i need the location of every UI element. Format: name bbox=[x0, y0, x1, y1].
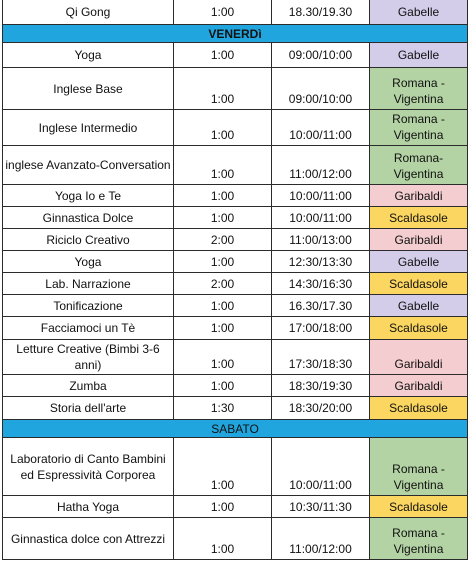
time-cell: 09:00/10:00 bbox=[271, 68, 369, 109]
location-cell: Romana-Vigentina bbox=[369, 146, 468, 184]
duration-cell: 1:00 bbox=[173, 43, 271, 67]
table-row bbox=[2, 0, 468, 25]
duration-cell: 1:00 bbox=[173, 496, 271, 517]
time-cell: 09:00/10:00 bbox=[271, 43, 369, 67]
duration-cell: 1:00 bbox=[173, 317, 271, 339]
course-cell: Yoga Io e Te bbox=[2, 185, 173, 206]
duration-cell: 1:00 bbox=[173, 375, 271, 396]
location-cell: Gabelle bbox=[369, 0, 468, 24]
duration-cell: 1:00 bbox=[173, 518, 271, 559]
table-row bbox=[2, 68, 468, 110]
course-cell: Qi Gong bbox=[2, 0, 173, 24]
location-cell: Scaldasole bbox=[369, 397, 468, 419]
course-cell: Inglese Intermedio bbox=[2, 110, 173, 145]
duration-cell: 1:00 bbox=[173, 0, 271, 24]
time-cell: 10:00/11:00 bbox=[271, 185, 369, 206]
duration-cell: 1:00 bbox=[173, 438, 271, 495]
table-row bbox=[2, 146, 468, 185]
duration-cell: 1:00 bbox=[173, 340, 271, 374]
location-cell: Scaldasole bbox=[369, 273, 468, 294]
course-cell: Yoga bbox=[2, 43, 173, 67]
location-cell: Scaldasole bbox=[369, 317, 468, 339]
duration-cell: 1:00 bbox=[173, 207, 271, 228]
time-cell: 18:30/20:00 bbox=[271, 397, 369, 419]
duration-cell: 1:00 bbox=[173, 146, 271, 184]
table-row bbox=[2, 295, 468, 317]
time-cell: 10:00/11:00 bbox=[271, 438, 369, 495]
location-cell: Gabelle bbox=[369, 43, 468, 67]
location-cell: Gabelle bbox=[369, 295, 468, 316]
location-cell: Garibaldi bbox=[369, 229, 468, 250]
table-row bbox=[2, 207, 468, 229]
schedule-table bbox=[2, 0, 468, 560]
course-cell: Zumba bbox=[2, 375, 173, 396]
day-header: SABATO bbox=[2, 420, 468, 438]
table-row bbox=[2, 110, 468, 146]
location-cell: Romana - Vigentina bbox=[369, 438, 468, 495]
table-row bbox=[2, 438, 468, 496]
table-row bbox=[2, 251, 468, 273]
table-row bbox=[2, 317, 468, 340]
location-cell: Garibaldi bbox=[369, 375, 468, 396]
location-cell: Scaldasole bbox=[369, 207, 468, 228]
table-row bbox=[2, 518, 468, 560]
duration-cell: 1:00 bbox=[173, 110, 271, 145]
table-row bbox=[2, 496, 468, 518]
course-cell: Hatha Yoga bbox=[2, 496, 173, 517]
course-cell: Lab. Narrazione bbox=[2, 273, 173, 294]
location-cell: Garibaldi bbox=[369, 340, 468, 374]
course-cell: Ginnastica Dolce bbox=[2, 207, 173, 228]
table-row bbox=[2, 43, 468, 68]
duration-cell: 1:00 bbox=[173, 185, 271, 206]
time-cell: 17:30/18:30 bbox=[271, 340, 369, 374]
location-cell: Romana - Vigentina bbox=[369, 68, 468, 109]
location-cell: Gabelle bbox=[369, 251, 468, 272]
table-row bbox=[2, 273, 468, 295]
time-cell: 16.30/17.30 bbox=[271, 295, 369, 316]
location-cell: Scaldasole bbox=[369, 496, 468, 517]
time-cell: 18.30/19.30 bbox=[271, 0, 369, 24]
course-cell: Laboratorio di Canto Bambini ed Espressività Corporea bbox=[2, 438, 173, 495]
course-cell: Riciclo Creativo bbox=[2, 229, 173, 250]
time-cell: 11:00/12:00 bbox=[271, 518, 369, 559]
course-cell: Tonificazione bbox=[2, 295, 173, 316]
time-cell: 10:00/11:00 bbox=[271, 110, 369, 145]
time-cell: 11:00/13:00 bbox=[271, 229, 369, 250]
time-cell: 12:30/13:30 bbox=[271, 251, 369, 272]
time-cell: 18:30/19:30 bbox=[271, 375, 369, 396]
course-cell: Ginnastica dolce con Attrezzi bbox=[2, 518, 173, 559]
table-row bbox=[2, 229, 468, 251]
table-row bbox=[2, 397, 468, 420]
location-cell: Romana - Vigentina bbox=[369, 518, 468, 559]
course-cell: Letture Creative (Bimbi 3-6 anni) bbox=[2, 340, 173, 374]
course-cell: inglese Avanzato-Conversation bbox=[2, 146, 173, 184]
location-cell: Romana - Vigentina bbox=[369, 110, 468, 145]
time-cell: 17:00/18:00 bbox=[271, 317, 369, 339]
time-cell: 10:30/11:30 bbox=[271, 496, 369, 517]
course-cell: Facciamoci un Tè bbox=[2, 317, 173, 339]
time-cell: 10:00/11:00 bbox=[271, 207, 369, 228]
table-row bbox=[2, 185, 468, 207]
duration-cell: 1:30 bbox=[173, 397, 271, 419]
duration-cell: 1:00 bbox=[173, 68, 271, 109]
time-cell: 11:00/12:00 bbox=[271, 146, 369, 184]
table-row bbox=[2, 375, 468, 397]
time-cell: 14:30/16:30 bbox=[271, 273, 369, 294]
duration-cell: 2:00 bbox=[173, 273, 271, 294]
course-cell: Yoga bbox=[2, 251, 173, 272]
duration-cell: 2:00 bbox=[173, 229, 271, 250]
course-cell: Storia dell'arte bbox=[2, 397, 173, 419]
course-cell: Inglese Base bbox=[2, 68, 173, 109]
location-cell: Garibaldi bbox=[369, 185, 468, 206]
table-row bbox=[2, 340, 468, 375]
duration-cell: 1:00 bbox=[173, 251, 271, 272]
duration-cell: 1:00 bbox=[173, 295, 271, 316]
day-header: VENERDì bbox=[2, 25, 468, 43]
